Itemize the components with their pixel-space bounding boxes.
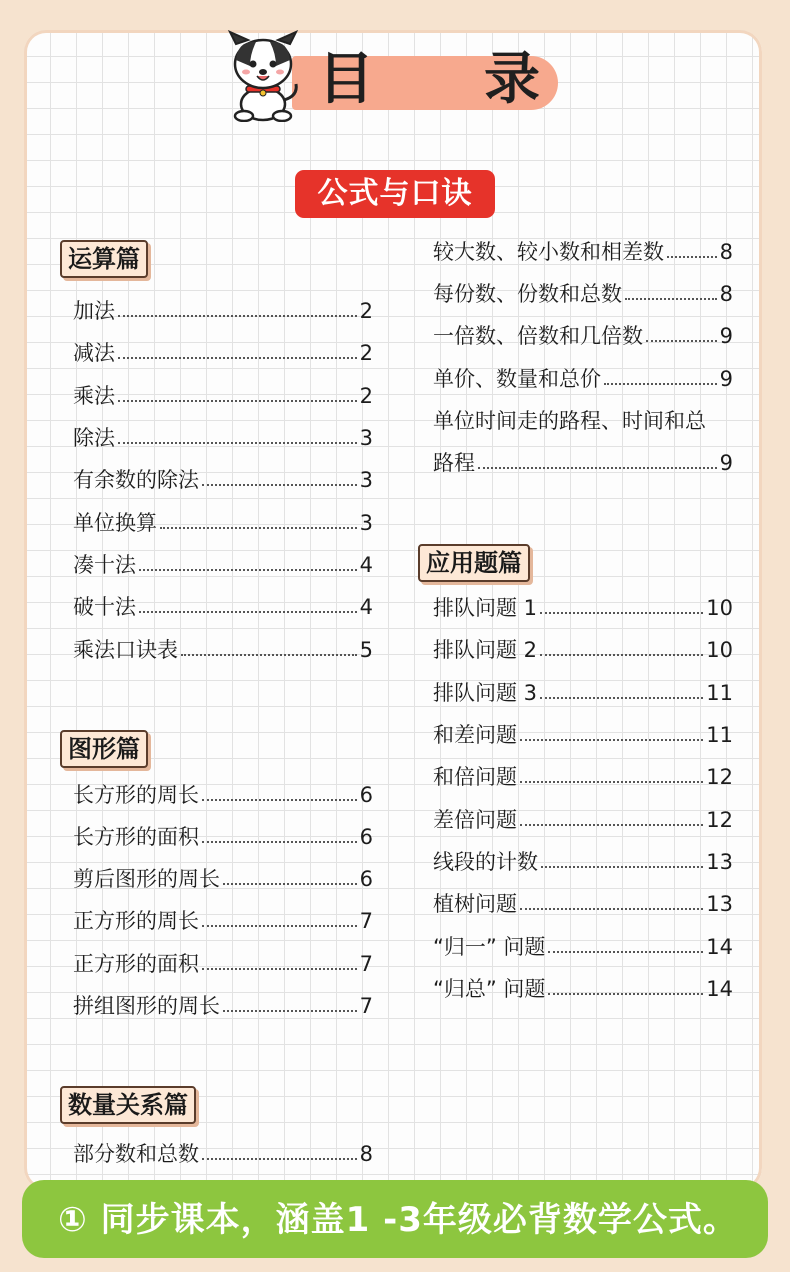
- toc-entry[interactable]: [433, 279, 733, 309]
- toc-entry-label: 减法: [73, 341, 115, 365]
- toc-entry-label: 加法: [73, 299, 115, 323]
- leader-dots: [625, 298, 717, 300]
- category-geometry: 图形篇: [60, 730, 148, 768]
- toc-entry-label: 长方形的面积: [73, 825, 199, 849]
- toc-entry-page: 9: [719, 324, 733, 348]
- toc-entry-page: 14: [706, 935, 733, 959]
- toc-entry-page: 12: [706, 808, 733, 832]
- toc-entry[interactable]: [433, 448, 733, 478]
- category-application: 应用题篇: [418, 544, 530, 582]
- toc-entry[interactable]: [73, 296, 373, 326]
- toc-entry[interactable]: [73, 949, 373, 979]
- toc-entry-label: 部分数和总数: [73, 1142, 199, 1166]
- toc-entry-label: 拼组图形的周长: [73, 994, 220, 1018]
- toc-entry-label: 凑十法: [73, 553, 136, 577]
- toc-entry[interactable]: [73, 465, 373, 495]
- leader-dots: [202, 968, 357, 970]
- toc-entry-label: 每份数、份数和总数: [433, 282, 622, 306]
- toc-entry-label: 和倍问题: [433, 765, 517, 789]
- toc-entry-page: 7: [359, 909, 373, 933]
- toc-entry-page: 10: [706, 638, 733, 662]
- category-quantity: 数量关系篇: [60, 1086, 196, 1124]
- toc-entry[interactable]: [433, 762, 733, 792]
- toc-entry[interactable]: [73, 508, 373, 538]
- leader-dots: [202, 484, 357, 486]
- leader-dots: [139, 569, 357, 571]
- toc-entry-label: 单位换算: [73, 511, 157, 535]
- leader-dots: [667, 256, 717, 258]
- toc-entry[interactable]: [433, 805, 733, 835]
- leader-dots: [548, 951, 703, 953]
- toc-entry-page: 8: [719, 240, 733, 264]
- toc-entry-label: 破十法: [73, 595, 136, 619]
- leader-dots: [604, 383, 717, 385]
- toc-entry-page: 8: [359, 1142, 373, 1166]
- toc-entry-page: 2: [359, 341, 373, 365]
- toc-entry[interactable]: [73, 864, 373, 894]
- leader-dots: [520, 739, 703, 741]
- toc-entry[interactable]: [433, 720, 733, 750]
- toc-entry[interactable]: [433, 974, 733, 1004]
- leader-dots: [223, 1010, 357, 1012]
- toc-entry[interactable]: [73, 1139, 373, 1169]
- leader-dots: [540, 654, 703, 656]
- toc-entry-label: “归总” 问题: [433, 977, 546, 1001]
- toc-entry[interactable]: [73, 822, 373, 852]
- toc-entry[interactable]: [73, 381, 373, 411]
- toc-entry-page: 4: [359, 595, 373, 619]
- toc-entry-page: 11: [706, 723, 733, 747]
- toc-entry-label: 正方形的周长: [73, 909, 199, 933]
- toc-entry-label: 和差问题: [433, 723, 517, 747]
- leader-dots: [181, 654, 357, 656]
- toc-entry[interactable]: [73, 780, 373, 810]
- leader-dots: [160, 527, 357, 529]
- toc-entry-page: 13: [706, 892, 733, 916]
- toc-entry[interactable]: [73, 906, 373, 936]
- toc-entry[interactable]: [433, 364, 733, 394]
- toc-entry-page: 3: [359, 426, 373, 450]
- toc-entry-page: 6: [359, 783, 373, 807]
- toc-entry[interactable]: [433, 678, 733, 708]
- leader-dots: [520, 824, 703, 826]
- toc-entry[interactable]: [73, 592, 373, 622]
- toc-entry[interactable]: [433, 593, 733, 623]
- dog-mascot-icon: [222, 30, 304, 122]
- toc-entry-page: 9: [719, 451, 733, 475]
- toc-entry-label: 一倍数、倍数和几倍数: [433, 324, 643, 348]
- toc-entry[interactable]: [73, 550, 373, 580]
- leader-dots: [540, 612, 703, 614]
- toc-entry-page: 11: [706, 681, 733, 705]
- toc-entry-label: “归一” 问题: [433, 935, 546, 959]
- toc-entry-page: 7: [359, 994, 373, 1018]
- leader-dots: [548, 993, 703, 995]
- toc-entry-page: 12: [706, 765, 733, 789]
- toc-entry-label: 排队问题 1: [433, 596, 538, 620]
- toc-entry-label: 除法: [73, 426, 115, 450]
- toc-entry-label: 乘法口诀表: [73, 638, 178, 662]
- toc-entry-page: 3: [359, 468, 373, 492]
- toc-entry-label: 乘法: [73, 384, 115, 408]
- toc-entry-page: 14: [706, 977, 733, 1001]
- leader-dots: [541, 866, 703, 868]
- toc-entry-page: 3: [359, 511, 373, 535]
- toc-entry-label: 剪后图形的周长: [73, 867, 220, 891]
- toc-entry-page: 2: [359, 299, 373, 323]
- toc-entry[interactable]: [73, 991, 373, 1021]
- toc-entry[interactable]: [73, 338, 373, 368]
- section-title: 公式与口诀: [295, 170, 495, 218]
- toc-entry-page: 2: [359, 384, 373, 408]
- toc-entry-page: 4: [359, 553, 373, 577]
- toc-entry[interactable]: [73, 635, 373, 665]
- toc-entry[interactable]: [433, 237, 733, 267]
- leader-dots: [540, 697, 703, 699]
- toc-entry[interactable]: [433, 932, 733, 962]
- toc-entry-label: 排队问题 3: [433, 681, 538, 705]
- leader-dots: [478, 467, 717, 469]
- footer-text: ① 同步课本，涵盖1 -3年级必背数学公式。: [58, 1200, 738, 1240]
- leader-dots: [139, 611, 357, 613]
- toc-entry-page: 13: [706, 850, 733, 874]
- toc-entry[interactable]: [433, 847, 733, 877]
- leader-dots: [118, 400, 357, 402]
- toc-entry-label: 单价、数量和总价: [433, 367, 601, 391]
- leader-dots: [520, 908, 703, 910]
- toc-entry-label: 正方形的面积: [73, 952, 199, 976]
- toc-entry-label: 排队问题 2: [433, 638, 538, 662]
- toc-entry[interactable]: [73, 423, 373, 453]
- toc-entry-page: 10: [706, 596, 733, 620]
- leader-dots: [202, 925, 357, 927]
- toc-entry-label: 差倍问题: [433, 808, 517, 832]
- leader-dots: [118, 315, 357, 317]
- leader-dots: [202, 799, 357, 801]
- leader-dots: [520, 781, 703, 783]
- toc-entry-label: 线段的计数: [433, 850, 538, 874]
- leader-dots: [118, 442, 357, 444]
- toc-entry-page: 6: [359, 825, 373, 849]
- toc-entry-label: 有余数的除法: [73, 468, 199, 492]
- toc-entry-page: 8: [719, 282, 733, 306]
- page-title-char-1: 目: [318, 47, 374, 112]
- toc-entry-page: 9: [719, 367, 733, 391]
- toc-entry-label: 长方形的周长: [73, 783, 199, 807]
- leader-dots: [118, 357, 357, 359]
- toc-entry[interactable]: [433, 889, 733, 919]
- toc-entry[interactable]: [433, 635, 733, 665]
- leader-dots: [646, 340, 717, 342]
- toc-entry-label: 植树问题: [433, 892, 517, 916]
- leader-dots: [202, 1158, 357, 1160]
- toc-entry-page: 5: [359, 638, 373, 662]
- toc-entry-label-line1[interactable]: 单位时间走的路程、时间和总: [433, 409, 706, 433]
- page-title-char-2: 录: [484, 47, 540, 112]
- toc-entry-label: 路程: [433, 451, 475, 475]
- leader-dots: [223, 883, 357, 885]
- leader-dots: [202, 841, 357, 843]
- toc-entry[interactable]: [433, 321, 733, 351]
- toc-entry-page: 7: [359, 952, 373, 976]
- toc-entry-label: 较大数、较小数和相差数: [433, 240, 664, 264]
- category-arithmetic: 运算篇: [60, 240, 148, 278]
- toc-entry-page: 6: [359, 867, 373, 891]
